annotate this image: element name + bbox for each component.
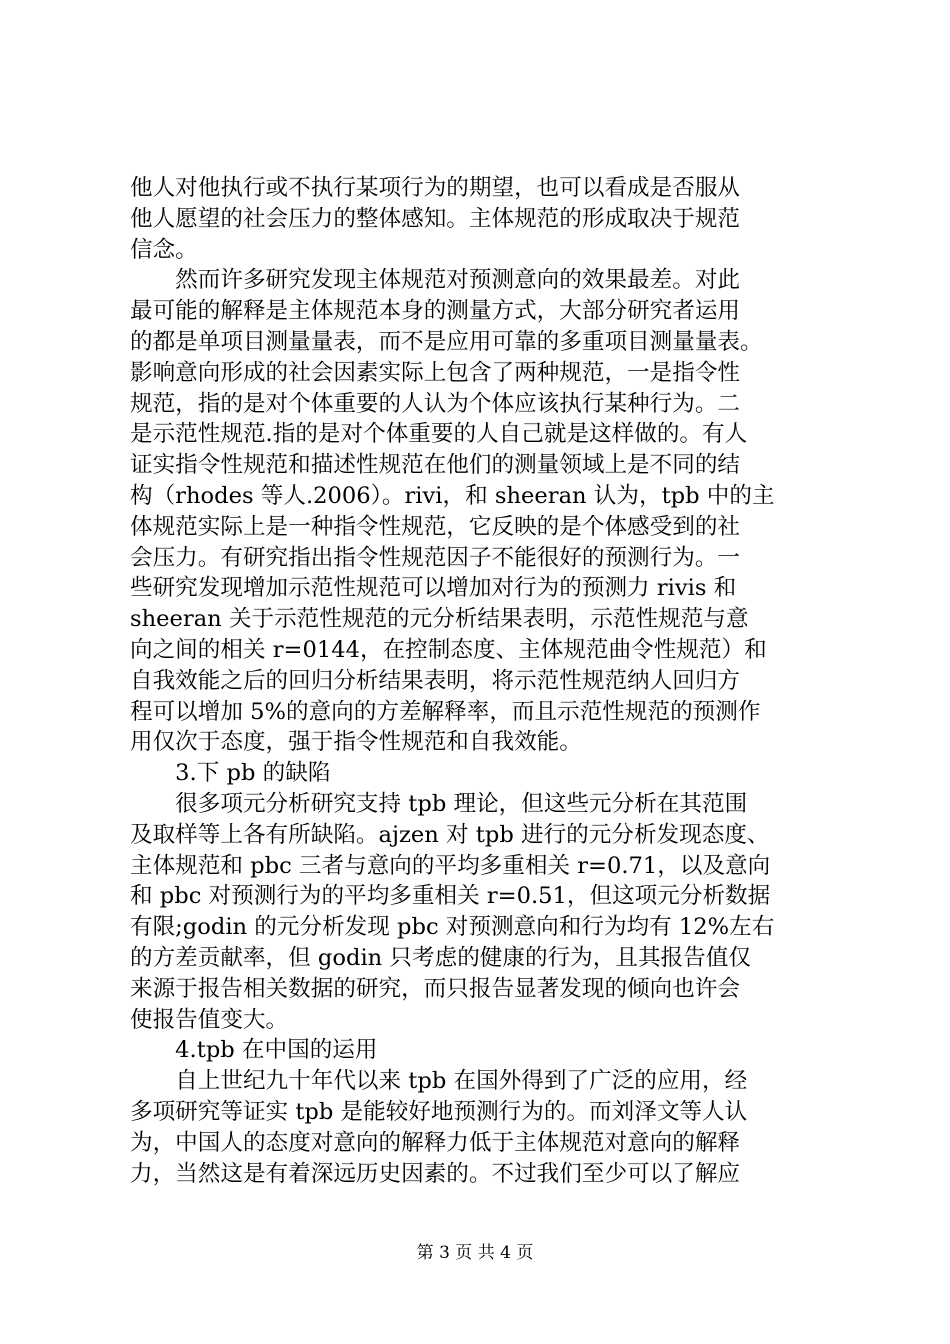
body-text bbox=[130, 173, 835, 1189]
text-line: 然而许多研究发现主体规范对预测意向的效果最差。对此 bbox=[130, 267, 741, 294]
text-line: 些研究发现增加示范性规范可以增加对行为的预测力 rivis 和 bbox=[130, 575, 737, 602]
text-line: 影响意向形成的社会因素实际上包含了两种规范，一是指令性 bbox=[130, 359, 741, 386]
text-line: 规范，指的是对个体重要的人认为个体应该执行某种行为。二 bbox=[130, 390, 741, 417]
text-line: 3.下 pb 的缺陷 bbox=[130, 760, 331, 787]
text-line: 和 pbc 对预测行为的平均多重相关 r=0.51，但这项元分析数据 bbox=[130, 883, 771, 910]
text-line: 会压力。有研究指出指令性规范因子不能很好的预测行为。一 bbox=[130, 544, 741, 571]
text-line: 体规范实际上是一种指令性规范，它反映的是个体感受到的社 bbox=[130, 513, 741, 540]
text-line: 信念。 bbox=[130, 236, 198, 263]
text-line: 程可以增加 5%的意向的方差解释率，而且示范性规范的预测作 bbox=[130, 698, 761, 725]
text-line: 最可能的解释是主体规范本身的测量方式，大部分研究者运用 bbox=[130, 298, 741, 325]
text-line: 很多项元分析研究支持 tpb 理论，但这些元分析在其范围 bbox=[130, 790, 748, 817]
text-line: 有限;godin 的元分析发现 pbc 对预测意向和行为均有 12%左右 bbox=[130, 914, 775, 941]
text-line: 他人对他执行或不执行某项行为的期望，也可以看成是否服从 bbox=[130, 175, 741, 201]
text-line: 及取样等上各有所缺陷。ajzen 对 tpb 进行的元分析发现态度、 bbox=[130, 821, 770, 848]
text-line: 向之间的相关 r=0144，在控制态度、主体规范曲令性规范）和 bbox=[130, 636, 767, 663]
text-line: 自上世纪九十年代以来 tpb 在国外得到了广泛的应用，经 bbox=[130, 1068, 748, 1095]
text-line: sheeran 关于示范性规范的元分析结果表明，示范性规范与意 bbox=[130, 606, 749, 633]
text-line: 构（rhodes 等人.2006）。rivi，和 sheeran 认为，tpb 中的主 bbox=[130, 482, 775, 509]
text-line: 力，当然这是有着深远历史因素的。不过我们至少可以了解应 bbox=[130, 1160, 741, 1187]
text-line: 的都是单项目测量量表，而不是应用可靠的多重项目测量量表。 bbox=[130, 328, 763, 355]
page-footer: 第 3 页 共 4 页 bbox=[416, 1243, 534, 1263]
text-line: 用仅次于态度，强于指令性规范和自我效能。 bbox=[130, 729, 582, 756]
text-line: 的方差贡献率，但 godin 只考虑的健康的行为，且其报告值仅 bbox=[130, 944, 751, 971]
text-line: 自我效能之后的回归分析结果表明，将示范性规范纳人回归方 bbox=[130, 667, 741, 694]
text-line: 是示范性规范.指的是对个体重要的人自己就是这样做的。有人 bbox=[130, 421, 748, 448]
text-line: 为，中国人的态度对意向的解释力低于主体规范对意向的解释 bbox=[130, 1129, 741, 1156]
text-line: 多项研究等证实 tpb 是能较好地预测行为的。而刘泽文等人认 bbox=[130, 1098, 748, 1125]
text-line: 主体规范和 pbc 三者与意向的平均多重相关 r=0.71，以及意向 bbox=[130, 852, 771, 879]
text-line: 他人愿望的社会压力的整体感知。主体规范的形成取决于规范 bbox=[130, 205, 741, 232]
text-line: 4.tpb 在中国的运用 bbox=[130, 1037, 378, 1064]
text-line: 使报告值变大。 bbox=[130, 1006, 289, 1033]
text-line: 证实指令性规范和描述性规范在他们的测量领域上是不同的结 bbox=[130, 452, 741, 479]
text-line: 来源于报告相关数据的研究，而只报告显著发现的倾向也许会 bbox=[130, 975, 741, 1002]
